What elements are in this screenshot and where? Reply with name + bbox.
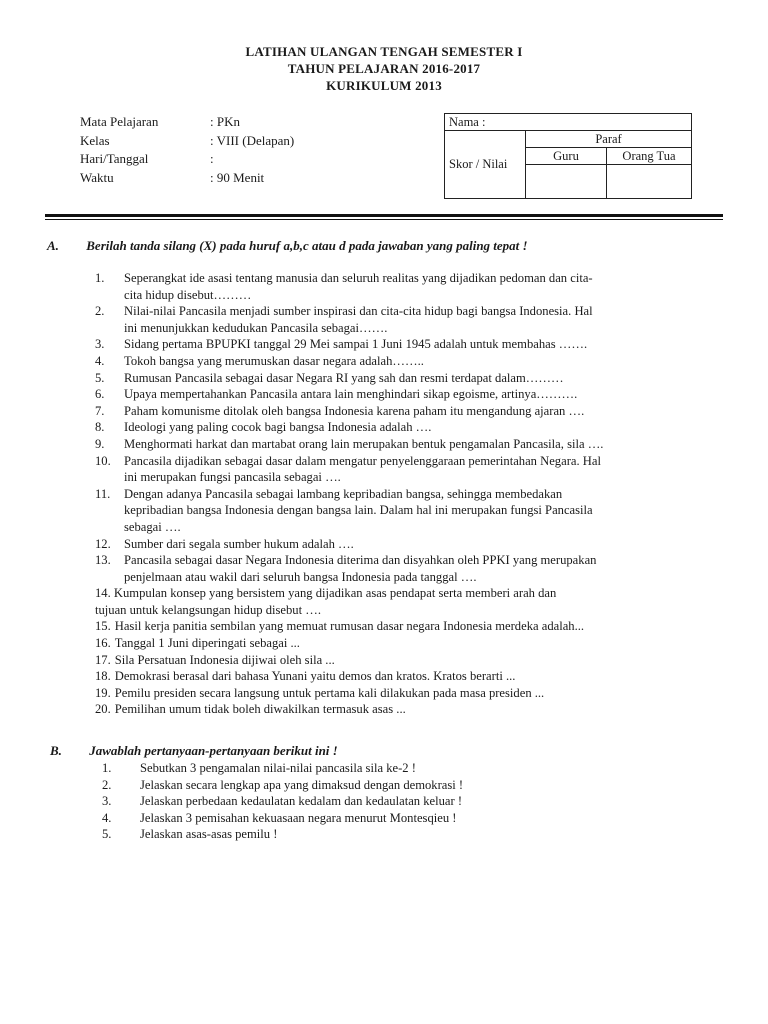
- list-item: 17. Sila Persatuan Indonesia dijiwai oleh sila ...: [95, 652, 335, 667]
- section-b-questions: [102, 760, 622, 843]
- info-row-class: [80, 132, 430, 151]
- exam-title: LATIHAN ULANGAN TENGAH SEMESTER I: [245, 44, 523, 59]
- header-divider-thick: [45, 214, 723, 217]
- school-year: TAHUN PELAJARAN 2016-2017: [287, 61, 481, 76]
- info-row-date: [80, 150, 430, 169]
- list-item: 4. Tokoh bangsa yang merumuskan dasar negara adalah……..: [95, 353, 424, 368]
- list-item: 5. Rumusan Pancasila sebagai dasar Negara RI yang sah dan resmi terdapat dalam………: [95, 370, 564, 385]
- signature-label: Paraf: [526, 131, 692, 148]
- list-item: 16. Tanggal 1 Juni diperingati sebagai ...: [95, 636, 300, 651]
- list-item: 4. Jelaskan 3 pemisahan kekuasaan negara menurut Montesqieu !: [102, 810, 457, 825]
- name-field[interactable]: Nama :: [445, 114, 692, 131]
- score-box: [444, 113, 692, 199]
- curriculum: KURIKULUM 2013: [326, 78, 442, 93]
- section-a-letter: A.: [47, 238, 59, 253]
- exam-info: [80, 113, 430, 187]
- list-item: 1. Seperangkat ide asasi tentang manusia dan seluruh realitas yang dijadikan pedoman dan cita- cita hidup disebut………: [95, 271, 593, 302]
- list-item: 12. Sumber dari segala sumber hukum adalah ….: [95, 536, 354, 551]
- info-value: :: [210, 151, 214, 166]
- info-label: Mata Pelajaran: [80, 114, 159, 129]
- section-a-instruction: Berilah tanda silang (X) pada huruf a,b,c atau d pada jawaban yang paling tepat !: [86, 238, 528, 253]
- list-item: 14. Kumpulan konsep yang bersistem yang dijadikan asas pendapat serta memberi arah dan tujuan untuk kelangsungan hidup disebut ….: [95, 586, 557, 617]
- section-b-heading: [50, 743, 338, 759]
- list-item: 15. Hasil kerja panitia sembilan yang memuat rumusan dasar negara Indonesia merdeka adalah...: [95, 619, 585, 634]
- info-row-subject: [80, 113, 430, 132]
- list-item: 13. Pancasila sebagai dasar Negara Indonesia diterima dan disyahkan oleh PPKI yang merupakan penjelmaan atau wakil dari seluruh bangsa Indonesia pada tanggal ….: [95, 553, 597, 584]
- list-item: 2. Nilai-nilai Pancasila menjadi sumber inspirasi dan cita-cita hidup bagi bangsa Indonesia. Hal ini menunjukkan kedudukan Pancasila sebagai…….: [95, 304, 593, 335]
- list-item: 18. Demokrasi berasal dari bahasa Yunani yaitu demos dan kratos. Kratos berarti ...: [95, 669, 516, 684]
- parent-label: Orang Tua: [607, 148, 692, 165]
- info-label: Kelas: [80, 132, 110, 148]
- list-item: 3. Jelaskan perbedaan kedaulatan kedalam dan kedaulatan keluar !: [102, 794, 463, 809]
- list-item: 8. Ideologi yang paling cocok bagi bangsa Indonesia adalah ….: [95, 420, 432, 435]
- teacher-signature-cell[interactable]: [526, 165, 607, 199]
- list-item: 11. Dengan adanya Pancasila sebagai lambang kepribadian bangsa, sehingga membedakan kepribadian bangsa Indonesia dengan bangsa lain. Dalam hal ini merupakan fungsi Pancasila sebagai ….: [95, 486, 593, 534]
- list-item: 3. Sidang pertama BPUPKI tanggal 29 Mei sampai 1 Juni 1945 adalah untuk membahas …….: [95, 337, 588, 352]
- list-item: 6. Upaya mempertahankan Pancasila antara lain menghindari sikap egoisme, artinya……….: [95, 387, 578, 402]
- section-b-instruction: Jawablah pertanyaan-pertanyaan berikut ini !: [89, 743, 338, 758]
- teacher-label: Guru: [526, 148, 607, 165]
- list-item: 2. Jelaskan secara lengkap apa yang dimaksud dengan demokrasi !: [102, 777, 464, 792]
- list-item: 10. Pancasila dijadikan sebagai dasar dalam mengatur penyelenggaraan pemerintahan Negara. Hal ini merupakan fungsi pancasila sebagai ….: [95, 453, 601, 485]
- info-row-time: [80, 169, 430, 188]
- info-label: Waktu: [80, 169, 114, 185]
- section-b-letter: B.: [50, 743, 62, 758]
- parent-signature-cell[interactable]: [607, 165, 692, 199]
- list-item: 20. Pemilihan umum tidak boleh diwakilkan termasuk asas ...: [95, 702, 406, 717]
- info-label: Hari/Tanggal: [80, 151, 149, 166]
- info-value: : PKn: [210, 114, 240, 129]
- section-a-questions: [95, 270, 715, 718]
- info-value: : 90 Menit: [210, 169, 265, 185]
- list-item: 7. Paham komunisme ditolak oleh bangsa Indonesia karena paham itu mengandung ajaran ….: [95, 403, 585, 418]
- header-divider-thin: [45, 219, 723, 220]
- list-item: 9. Menghormati harkat dan martabat orang lain merupakan bentuk pengamalan Pancasila, sila ….: [95, 436, 604, 451]
- list-item: 19. Pemilu presiden secara langsung untuk pertama kali dilakukan pada masa presiden ...: [95, 685, 545, 700]
- score-label: Skor / Nilai: [445, 131, 526, 199]
- list-item: 1. Sebutkan 3 pengamalan nilai-nilai pancasila sila ke-2 !: [102, 761, 416, 775]
- section-a-heading: [47, 238, 528, 254]
- list-item: 5. Jelaskan asas-asas pemilu !: [102, 827, 278, 842]
- info-value: : VIII (Delapan): [210, 132, 295, 148]
